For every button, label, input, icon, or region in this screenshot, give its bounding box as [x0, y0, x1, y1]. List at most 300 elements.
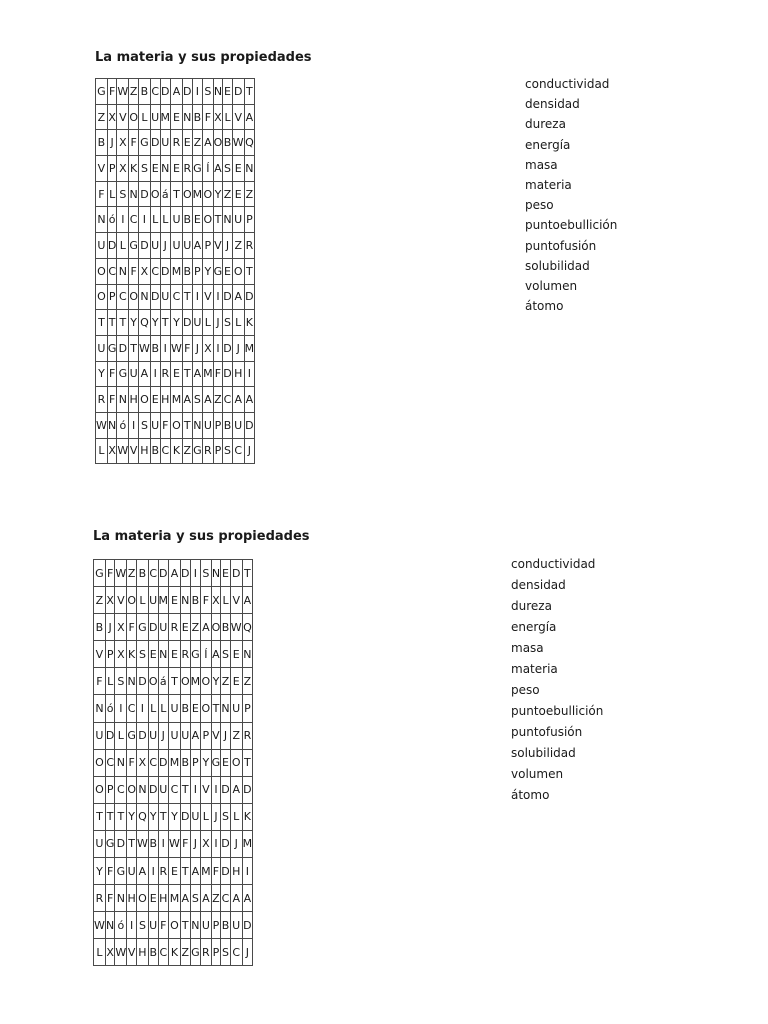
word-item: conductividad	[525, 77, 610, 91]
grid-cell: N	[115, 749, 127, 776]
grid-cell: G	[127, 722, 137, 749]
grid-cell: Y	[148, 803, 158, 830]
grid-cell: F	[105, 858, 115, 885]
grid-cell: T	[94, 803, 106, 830]
grid-cell: V	[115, 587, 127, 614]
grid-cell: R	[160, 361, 171, 387]
grid-cell: O	[150, 181, 160, 207]
grid-cell: A	[244, 104, 255, 130]
grid-cell: G	[117, 361, 129, 387]
grid-row	[94, 912, 253, 939]
grid-cell: D	[182, 310, 192, 336]
grid-cell: J	[244, 438, 255, 464]
grid-cell: N	[117, 258, 129, 284]
grid-cell: B	[148, 830, 158, 857]
grid-cell: H	[129, 387, 139, 413]
grid-row	[94, 560, 253, 587]
grid-cell: P	[192, 258, 203, 284]
grid-cell: D	[160, 258, 171, 284]
grid-cell: D	[180, 560, 190, 587]
grid-cell: J	[105, 614, 115, 641]
grid-cell: D	[148, 614, 158, 641]
grid-cell: A	[213, 156, 223, 182]
grid-cell: L	[107, 181, 117, 207]
grid-cell: B	[182, 207, 192, 233]
grid-cell: D	[150, 130, 160, 156]
grid-cell: V	[127, 939, 137, 966]
grid-cell: T	[242, 749, 253, 776]
puzzle-title: La materia y sus propiedades	[93, 529, 310, 544]
grid-row	[94, 830, 253, 857]
grid-cell: U	[148, 587, 158, 614]
grid-cell: A	[182, 387, 192, 413]
grid-cell: X	[136, 749, 148, 776]
grid-cell: G	[192, 438, 203, 464]
grid-cell: I	[148, 858, 158, 885]
grid-cell: A	[190, 858, 201, 885]
grid-cell: L	[117, 233, 129, 259]
grid-cell: G	[192, 156, 203, 182]
grid-row	[94, 668, 253, 695]
grid-cell: F	[203, 104, 214, 130]
grid-cell: A	[190, 722, 201, 749]
grid-cell: Y	[169, 803, 181, 830]
grid-cell: G	[138, 130, 150, 156]
grid-cell: I	[158, 830, 169, 857]
word-item: peso	[511, 683, 540, 697]
grid-cell: E	[148, 641, 158, 668]
grid-cell: I	[211, 830, 221, 857]
grid-cell: F	[94, 668, 106, 695]
grid-cell: A	[171, 79, 183, 105]
grid-cell: C	[105, 749, 115, 776]
grid-cell: V	[230, 587, 242, 614]
grid-cell: N	[160, 156, 171, 182]
grid-cell: D	[223, 284, 232, 310]
grid-cell: C	[158, 939, 169, 966]
grid-row	[96, 79, 255, 105]
grid-cell: N	[129, 181, 139, 207]
grid-cell: P	[242, 695, 253, 722]
grid-cell: A	[192, 233, 203, 259]
grid-cell: X	[107, 438, 117, 464]
grid-cell: F	[127, 614, 137, 641]
grid-row	[94, 587, 253, 614]
grid-cell: J	[232, 335, 244, 361]
grid-cell: F	[129, 130, 139, 156]
grid-cell: X	[117, 130, 129, 156]
grid-cell: A	[232, 387, 244, 413]
grid-cell: C	[129, 207, 139, 233]
grid-cell: O	[213, 130, 223, 156]
grid-cell: E	[150, 156, 160, 182]
grid-cell: A	[138, 361, 150, 387]
grid-cell: U	[94, 830, 106, 857]
letter-grid	[93, 559, 253, 966]
grid-cell: C	[115, 776, 127, 803]
grid-cell: G	[190, 641, 201, 668]
grid-cell: T	[127, 830, 137, 857]
grid-cell: F	[96, 181, 108, 207]
grid-cell: V	[94, 641, 106, 668]
grid-cell: V	[96, 156, 108, 182]
grid-cell: F	[129, 258, 139, 284]
grid-cell: S	[203, 79, 214, 105]
grid-cell: F	[107, 361, 117, 387]
grid-cell: E	[221, 560, 230, 587]
grid-cell: B	[221, 912, 230, 939]
grid-cell: W	[136, 830, 148, 857]
grid-cell: X	[211, 587, 221, 614]
grid-cell: Z	[221, 668, 230, 695]
grid-row	[96, 233, 255, 259]
grid-cell: Y	[94, 858, 106, 885]
grid-cell: Z	[211, 885, 221, 912]
grid-cell: Y	[211, 668, 221, 695]
grid-cell: T	[171, 181, 183, 207]
grid-cell: W	[169, 830, 181, 857]
word-item: energía	[511, 620, 557, 634]
grid-cell: S	[223, 310, 232, 336]
grid-cell: X	[115, 614, 127, 641]
grid-cell: U	[171, 207, 183, 233]
grid-cell: D	[244, 284, 255, 310]
grid-cell: E	[223, 79, 232, 105]
grid-cell: I	[136, 695, 148, 722]
grid-cell: G	[96, 79, 108, 105]
grid-cell: K	[242, 803, 253, 830]
grid-cell: B	[182, 258, 192, 284]
grid-cell: E	[150, 387, 160, 413]
grid-cell: O	[129, 104, 139, 130]
grid-cell: I	[192, 284, 203, 310]
grid-cell: U	[150, 233, 160, 259]
grid-cell: S	[201, 560, 212, 587]
grid-cell: T	[180, 912, 190, 939]
grid-cell: B	[180, 749, 190, 776]
word-item: volumen	[525, 278, 578, 293]
grid-row	[96, 438, 255, 464]
grid-cell: J	[213, 310, 223, 336]
grid-cell: D	[221, 776, 230, 803]
grid-cell: C	[230, 939, 242, 966]
grid-cell: C	[150, 79, 160, 105]
grid-cell: X	[203, 335, 214, 361]
grid-cell: U	[96, 335, 108, 361]
grid-cell: E	[192, 207, 203, 233]
grid-cell: C	[160, 438, 171, 464]
grid-cell: E	[148, 885, 158, 912]
grid-cell: A	[230, 776, 242, 803]
grid-cell: N	[223, 207, 232, 233]
grid-row	[94, 614, 253, 641]
grid-cell: L	[94, 939, 106, 966]
grid-cell: L	[232, 310, 244, 336]
grid-cell: H	[232, 361, 244, 387]
grid-cell: G	[107, 335, 117, 361]
grid-cell: E	[180, 614, 190, 641]
grid-cell: S	[192, 387, 203, 413]
grid-cell: Í	[203, 156, 214, 182]
grid-cell: S	[223, 156, 232, 182]
word-item: puntoebullición	[525, 218, 618, 233]
grid-cell: T	[180, 858, 190, 885]
grid-cell: U	[232, 412, 244, 438]
grid-cell: M	[203, 361, 214, 387]
grid-cell: Y	[129, 310, 139, 336]
grid-cell: M	[169, 749, 181, 776]
grid-cell: F	[107, 387, 117, 413]
grid-cell: L	[138, 104, 150, 130]
grid-cell: D	[232, 79, 244, 105]
grid-cell: D	[107, 233, 117, 259]
grid-cell: I	[242, 858, 253, 885]
grid-cell: I	[192, 79, 203, 105]
grid-cell: N	[127, 668, 137, 695]
grid-cell: R	[182, 156, 192, 182]
grid-cell: L	[96, 438, 108, 464]
grid-cell: T	[182, 361, 192, 387]
grid-cell: P	[213, 412, 223, 438]
grid-cell: E	[171, 156, 183, 182]
grid-cell: D	[180, 803, 190, 830]
grid-cell: P	[107, 284, 117, 310]
word-item: átomo	[525, 299, 564, 314]
grid-cell: J	[230, 830, 242, 857]
grid-cell: I	[190, 560, 201, 587]
grid-cell: S	[221, 803, 230, 830]
grid-cell: A	[203, 387, 214, 413]
grid-cell: F	[180, 830, 190, 857]
grid-cell: ó	[115, 912, 127, 939]
grid-cell: N	[180, 587, 190, 614]
grid-cell: A	[211, 641, 221, 668]
grid-cell: C	[232, 438, 244, 464]
grid-cell: Z	[129, 79, 139, 105]
grid-cell: P	[244, 207, 255, 233]
word-item: densidad	[525, 97, 580, 112]
word-item: energía	[525, 137, 571, 152]
grid-cell: V	[129, 438, 139, 464]
grid-cell: U	[150, 104, 160, 130]
grid-cell: Y	[96, 361, 108, 387]
grid-row	[96, 335, 255, 361]
grid-cell: Í	[201, 641, 212, 668]
grid-cell: D	[242, 912, 253, 939]
grid-cell: B	[150, 335, 160, 361]
grid-cell: N	[105, 912, 115, 939]
grid-cell: F	[160, 412, 171, 438]
grid-cell: S	[190, 885, 201, 912]
grid-cell: J	[158, 722, 169, 749]
grid-cell: L	[223, 104, 232, 130]
grid-cell: D	[223, 361, 232, 387]
word-item: dureza	[525, 117, 566, 132]
grid-cell: I	[117, 207, 129, 233]
grid-row	[96, 361, 255, 387]
grid-cell: T	[242, 560, 253, 587]
grid-cell: M	[171, 387, 183, 413]
grid-cell: X	[115, 641, 127, 668]
grid-cell: F	[127, 749, 137, 776]
grid-cell: T	[180, 776, 190, 803]
grid-cell: U	[94, 722, 106, 749]
grid-cell: I	[160, 335, 171, 361]
grid-cell: N	[221, 695, 230, 722]
grid-row	[96, 412, 255, 438]
letter-grid	[95, 78, 255, 464]
grid-cell: E	[169, 858, 181, 885]
grid-cell: V	[201, 776, 212, 803]
grid-cell: Z	[192, 130, 203, 156]
grid-cell: H	[230, 858, 242, 885]
grid-cell: T	[158, 803, 169, 830]
grid-cell: L	[203, 310, 214, 336]
word-item: materia	[511, 662, 558, 676]
grid-row	[96, 130, 255, 156]
grid-cell: U	[158, 776, 169, 803]
grid-cell: P	[105, 641, 115, 668]
grid-row	[96, 104, 255, 130]
grid-cell: L	[136, 587, 148, 614]
grid-cell: F	[211, 858, 221, 885]
grid-cell: T	[160, 310, 171, 336]
grid-cell: B	[136, 560, 148, 587]
word-item: solubilidad	[511, 746, 576, 760]
grid-cell: T	[244, 79, 255, 105]
grid-cell: C	[221, 885, 230, 912]
grid-cell: Y	[203, 258, 214, 284]
grid-cell: R	[94, 885, 106, 912]
grid-cell: A	[201, 885, 212, 912]
grid-row	[96, 387, 255, 413]
grid-cell: T	[96, 310, 108, 336]
grid-cell: D	[158, 560, 169, 587]
grid-cell: Z	[244, 181, 255, 207]
grid-cell: Q	[242, 614, 253, 641]
grid-cell: M	[190, 668, 201, 695]
grid-cell: N	[96, 207, 108, 233]
grid-row	[94, 749, 253, 776]
grid-cell: N	[213, 79, 223, 105]
word-item: átomo	[511, 788, 550, 802]
grid-cell: J	[160, 233, 171, 259]
grid-cell: K	[127, 641, 137, 668]
grid-cell: S	[138, 412, 150, 438]
grid-cell: X	[107, 104, 117, 130]
grid-cell: N	[244, 156, 255, 182]
grid-cell: P	[190, 749, 201, 776]
grid-cell: U	[160, 284, 171, 310]
grid-cell: E	[232, 156, 244, 182]
grid-cell: I	[127, 912, 137, 939]
grid-cell: R	[242, 722, 253, 749]
grid-cell: T	[182, 284, 192, 310]
grid-cell: S	[221, 641, 230, 668]
grid-cell: J	[192, 335, 203, 361]
grid-cell: B	[180, 695, 190, 722]
grid-cell: á	[160, 181, 171, 207]
grid-cell: U	[129, 361, 139, 387]
word-item: puntofusión	[525, 238, 597, 253]
grid-cell: O	[211, 614, 221, 641]
grid-cell: R	[171, 130, 183, 156]
grid-cell: E	[230, 641, 242, 668]
grid-cell: P	[213, 438, 223, 464]
grid-cell: T	[169, 668, 181, 695]
grid-cell: N	[211, 560, 221, 587]
grid-cell: O	[232, 258, 244, 284]
grid-cell: L	[201, 803, 212, 830]
grid-cell: E	[230, 668, 242, 695]
grid-cell: P	[105, 776, 115, 803]
grid-cell: T	[107, 310, 117, 336]
grid-cell: U	[171, 233, 183, 259]
grid-cell: J	[221, 722, 230, 749]
grid-cell: A	[201, 614, 212, 641]
grid-cell: B	[223, 130, 232, 156]
grid-cell: A	[169, 560, 181, 587]
grid-cell: P	[201, 722, 212, 749]
grid-cell: O	[127, 587, 137, 614]
grid-cell: T	[117, 310, 129, 336]
grid-cell: S	[138, 156, 150, 182]
grid-cell: H	[138, 438, 150, 464]
grid-cell: I	[138, 207, 150, 233]
grid-cell: H	[136, 939, 148, 966]
grid-cell: V	[232, 104, 244, 130]
word-item: masa	[525, 157, 558, 172]
grid-row	[96, 258, 255, 284]
grid-cell: J	[107, 130, 117, 156]
grid-cell: ó	[105, 695, 115, 722]
grid-cell: N	[117, 387, 129, 413]
grid-cell: J	[211, 803, 221, 830]
grid-cell: O	[171, 412, 183, 438]
word-item: conductividad	[511, 557, 596, 571]
grid-cell: U	[180, 722, 190, 749]
grid-cell: R	[158, 858, 169, 885]
word-item: densidad	[511, 578, 566, 592]
grid-cell: S	[136, 641, 148, 668]
grid-cell: B	[190, 587, 201, 614]
grid-cell: D	[182, 79, 192, 105]
grid-cell: ó	[107, 207, 117, 233]
word-list	[511, 554, 603, 806]
grid-cell: D	[158, 749, 169, 776]
grid-cell: C	[150, 258, 160, 284]
grid-cell: C	[148, 749, 158, 776]
grid-cell: C	[169, 776, 181, 803]
grid-cell: F	[213, 361, 223, 387]
grid-cell: Q	[136, 803, 148, 830]
grid-cell: D	[148, 776, 158, 803]
grid-row	[94, 803, 253, 830]
grid-cell: G	[105, 830, 115, 857]
word-item: dureza	[511, 599, 552, 613]
grid-cell: T	[213, 207, 223, 233]
word-item: materia	[525, 177, 572, 192]
grid-cell: O	[96, 284, 108, 310]
grid-cell: U	[201, 912, 212, 939]
grid-cell: G	[129, 233, 139, 259]
grid-cell: K	[244, 310, 255, 336]
grid-cell: N	[192, 412, 203, 438]
grid-cell: B	[192, 104, 203, 130]
grid-cell: I	[211, 776, 221, 803]
grid-cell: O	[169, 912, 181, 939]
grid-cell: L	[221, 587, 230, 614]
